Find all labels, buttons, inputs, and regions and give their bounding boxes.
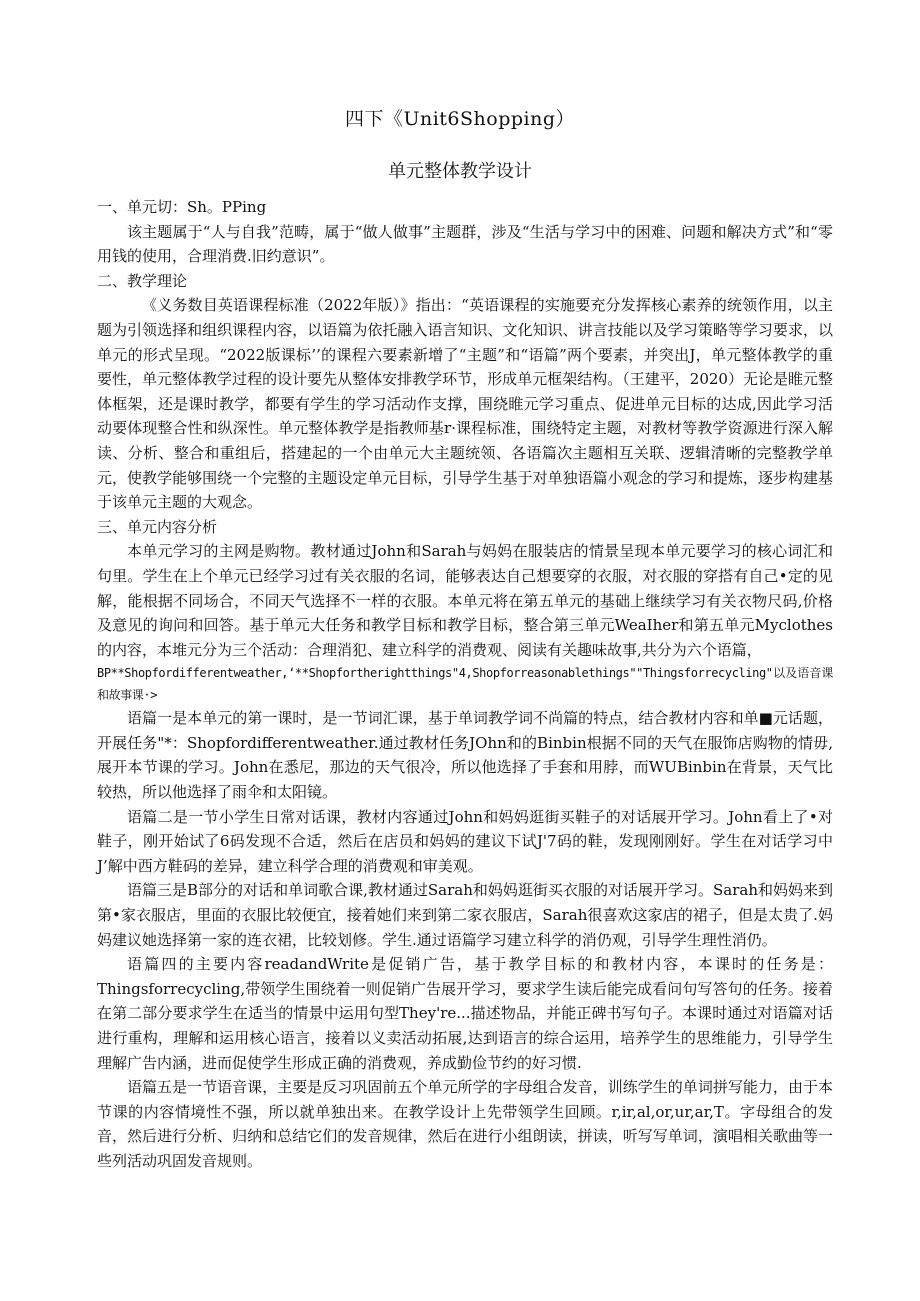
section-3-paragraph-1: 本单元学习的主网是购物。教材通过John和Sarah与妈妈在服装店的情景呈现本单元要学习的核心词汇和句里。学生在上个单元已经学习过有关衣服的名词，能够表达自己想要穿的衣服，对衣服的穿搭有自己•定的见解，能根据不同场合，不同天气选择不一样的衣服。本单元将在第五单元的基础上继续学习有关衣物尺码,价格及意见的询问和回答。基于单元大任务和教学目标和教学目标，整合第三单元WeaIher和第五单元Myclothes的内容，本堆元分为三个活动：合理消犯、建立科学的消费观、阅读有关趣味故事,共分为六个语篇， — [97, 542, 833, 659]
document-title: 四下《Unit6Shopping） — [344, 108, 576, 130]
section-3-paragraph-3: 语篇一是本单元的第一课时，是一节词汇课，基于单词教学词不尚篇的特点，结合教材内容和单■元话题，开展任务"*：Shopfordifferentweather.通过教材任务JOhn和的Binbin根据不同的天气在服饰店购物的情毋,展开本节课的学习。John在悉尼，那边的天气很冷，所以他选择了手套和用脖，而WUBinbin在背景，天气比较热，所以他选择了雨伞和太阳镜。 — [97, 709, 833, 802]
section-1-paragraph-1: 该主题属于“人与自我”范畴，属于“做人做事”主题群，涉及“生活与学习中的困难、问题和解决方式”和“零用钱的使用，合理消费.旧约意识”。 — [97, 222, 833, 266]
section-heading-2: 二、教学理论 — [97, 271, 188, 290]
section-2-paragraph-1: 《义务数目英语课程标准（2022年版）》指出：“英语课程的实施要充分发挥核心素养的统领作用，以主题为引领选择和组织课程内容，以语篇为依托融入语言知识、文化知识、讲言技能以及学习策略等学习要求，以单元的形式呈现。“2022版课标’’的课程六要素新增了“主题”和“语篇”两个要素，并突出J，单元整体教学的重要性，单元整体教学过程的设计要先从整体安排教学环节，形成单元框架结构。（王建平，2020）无论是睢元整体框架，还是课时教学，都要有学生的学习活动作支撑，围绕睢元学习重点、促进单元目标的达成,因此学习活动要体现整合性和纵深性。单元整体教学是指教师基r·课程标准，围绕特定主题，对教材等教学资源进行深入解读、分析、整合和重组后，搭建起的一个由单元大主题统领、各语篇次主题相互关联、逻辑清晰的完整教学单元，使教学能够围绕一个完整的主题设定单元目标，引导学生基于对单独语篇小观念的学习和提炼，逐步构建基于该单元主题的大观念。 — [97, 296, 833, 512]
section-heading-1: 一、单元切：Sh。PPing — [97, 198, 267, 216]
document-subtitle: 单元整体教学设计 — [388, 161, 532, 182]
section-3-paragraph-6: 语篇四的主要内容readandWrite是促销广告，基于教学目标的和教材内容，本课时的任务是：Thingsforrecycling,带领学生围绕着一则促销广告展开学习，要求学生读后能完成看问句写答句的任务。接着在第二部分要求学生在适当的情景中运用句型They're...描述物品，并能正碑书写句子。本课时通过对语篇对话进行重构，理解和运用核心语言，接着以义卖活动拓展,达到语言的综合运用，培养学生的思维能力，引导学生理解广告内涵，进而促使学生形成正确的消费观，养成勤俭节约的好习惯. — [97, 955, 833, 1072]
section-heading-3: 三、单元内容分析 — [97, 517, 218, 536]
document-body — [97, 195, 833, 1174]
section-3-paragraph-2: BP**Shopfordifferentweather,‘**Shopfortherightthings"4,Shopforreasonablethings""Thingsforrecycling"以及语音课和故事课·> — [97, 666, 833, 703]
section-3-paragraph-5: 语篇三是B部分的对话和单词歌合课,教材通过Sarah和妈妈逛街买衣服的对话展开学习。Sarah和妈妈来到第•家衣服店，里面的衣服比较便宜，接着她们来到第二家衣服店，Sarah很喜欢这家店的裙子，但是太贵了.妈妈建议她选择第一家的连衣裙，比较划修。学生.通过语篇学习建立科学的消仍观，引导学生理性消仍。 — [97, 881, 833, 949]
section-3-paragraph-4: 语篇二是一节小学生日常对话课，教材内容通过John和妈妈逛街买鞋子的对话展开学习。John看上了•对鞋子，刚开始试了6码发现不合适，然后在店员和妈妈的建议下试J'7码的鞋，发现刚刚好。学生在对话学习中J’解中西方鞋码的差异，建立科学合理的消费观和审美观。 — [97, 807, 833, 875]
section-3-paragraph-7: 语篇五是一节语音课，主要是反习巩固前五个单元所学的字母组合发音，训练学生的单词拼写能力，由于本节课的内容情境性不强，所以就单独出来。在教学设计上先带领学生回顾。r,ir,al,or,ur,ar,T。字母组合的发音，然后进行分析、归纳和总结它们的发音规律，然后在进行小组朗读，拼读，听写写单词，演唱相关歌曲等一些列活动巩固发音规则。 — [97, 1078, 833, 1170]
